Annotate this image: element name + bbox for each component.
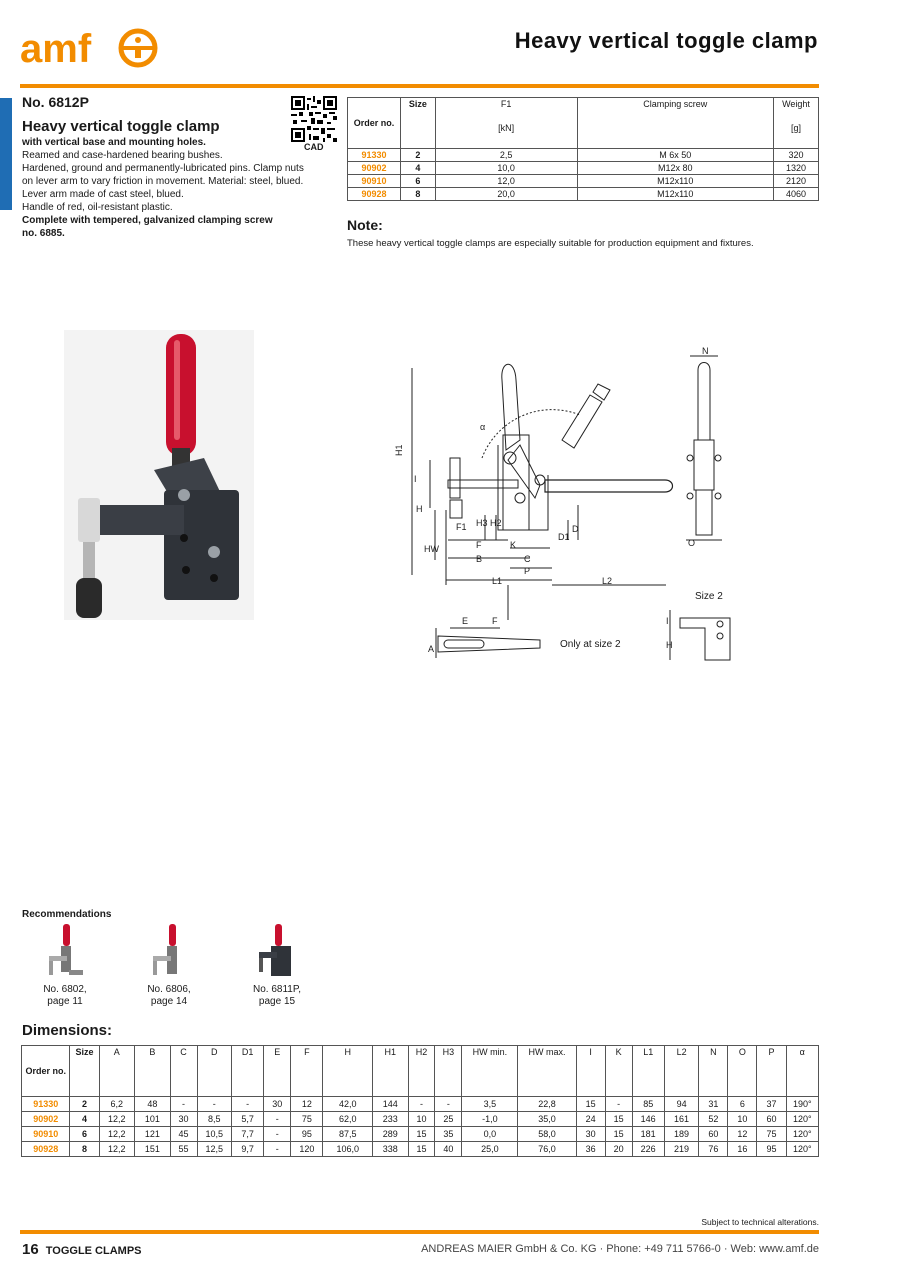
recommendation-line2: page 14: [150, 996, 188, 1007]
size-cell: 6: [400, 175, 435, 188]
recommendation-line2: page 15: [258, 996, 296, 1007]
cad-label: CAD: [304, 142, 324, 152]
dim-h2: H2: [490, 518, 502, 528]
dim-cell: 151: [135, 1142, 171, 1157]
dim-col-header: E: [264, 1046, 291, 1097]
description-line: Lever arm made of cast steel, blued.: [22, 189, 184, 200]
dim-cell: 189: [664, 1127, 698, 1142]
footer-section: [22, 1241, 142, 1258]
dim-cell: 12,2: [99, 1127, 135, 1142]
dim-cell: 101: [135, 1112, 171, 1127]
dim-cell: 37: [757, 1097, 786, 1112]
dim-cell: -1,0: [462, 1112, 518, 1127]
dimensions-table-header: [22, 1046, 819, 1097]
page-title: Heavy vertical toggle clamp: [514, 28, 818, 53]
dim-cell: 219: [664, 1142, 698, 1157]
dim-cell: 30: [264, 1097, 291, 1112]
dimensions-title: Dimensions:: [22, 1022, 113, 1039]
dim-cell: 161: [664, 1112, 698, 1127]
dim-col-header: F: [291, 1046, 323, 1097]
dim-cell: -: [408, 1097, 435, 1112]
dim-cell: 3,5: [462, 1097, 518, 1112]
company-contact: ANDREAS MAIER GmbH & Co. KG · Phone: +49 711 5766-0 · Web: www.amf.de: [421, 1243, 819, 1255]
dim-cell: 75: [757, 1127, 786, 1142]
alterations-note: Subject to technical alterations.: [701, 1217, 819, 1227]
dim-cell: 15: [408, 1127, 435, 1142]
dim-p: P: [524, 566, 531, 576]
dim-cell: 338: [373, 1142, 409, 1157]
dim-cell: -: [170, 1097, 197, 1112]
dim-col-header: K: [605, 1046, 632, 1097]
dim-col-header: B: [135, 1046, 171, 1097]
dim-n: N: [702, 346, 709, 356]
dim-cell: 35,0: [518, 1112, 576, 1127]
dim-col-header: Order no.: [22, 1046, 70, 1097]
dim-cell: 0,0: [462, 1127, 518, 1142]
table-row: [348, 162, 819, 175]
dim-cell: 20: [605, 1142, 632, 1157]
dim-col-header: D1: [231, 1046, 263, 1097]
dim-cell: -: [264, 1127, 291, 1142]
size-cell: 2: [400, 149, 435, 162]
recommendation-item[interactable]: [20, 922, 110, 1008]
product-description: [22, 136, 327, 240]
dim-o: O: [688, 538, 696, 548]
table-row: [348, 175, 819, 188]
description-line: no. 6885.: [22, 228, 65, 239]
dim-col-header: P: [757, 1046, 786, 1097]
order-number[interactable]: 90902: [22, 1112, 70, 1127]
dim-cell: 76,0: [518, 1142, 576, 1157]
dim-cell: 15: [605, 1127, 632, 1142]
dim-h3: H3: [476, 518, 488, 528]
footer-rule: [20, 1230, 819, 1234]
cad-qr-code[interactable]: [291, 96, 337, 142]
logo-text: amf: [20, 27, 92, 71]
dim-cell: 120: [291, 1142, 323, 1157]
dim-f-size2: F: [492, 616, 498, 626]
col-size: Size: [400, 98, 435, 149]
dim-cell: -: [605, 1097, 632, 1112]
dim-col-header: HW min.: [462, 1046, 518, 1097]
col-f1-unit: [kN]: [498, 123, 515, 133]
dim-cell: 36: [576, 1142, 605, 1157]
dim-cell: 6: [70, 1127, 99, 1142]
order-number[interactable]: 90928: [348, 188, 401, 201]
dim-cell: 30: [576, 1127, 605, 1142]
col-f1: [435, 98, 577, 149]
dim-cell: 9,7: [231, 1142, 263, 1157]
dim-cell: 190°: [786, 1097, 818, 1112]
col-order-no: Order no.: [348, 98, 401, 149]
note-text: These heavy vertical toggle clamps are especially suitable for production equipment and fixtures.: [347, 238, 754, 249]
dim-col-header: L1: [632, 1046, 664, 1097]
page-number: 16: [22, 1241, 39, 1258]
dim-hw: HW: [424, 544, 439, 554]
dim-h: H: [416, 504, 423, 514]
dim-cell: -: [264, 1112, 291, 1127]
dim-cell: 76: [699, 1142, 728, 1157]
dim-cell: 94: [664, 1097, 698, 1112]
dim-cell: -: [435, 1097, 462, 1112]
dim-cell: 87,5: [323, 1127, 373, 1142]
dim-cell: 62,0: [323, 1112, 373, 1127]
dim-col-header: L2: [664, 1046, 698, 1097]
f1-cell: 2,5: [435, 149, 577, 162]
order-number[interactable]: 90928: [22, 1142, 70, 1157]
col-f1-label: F1: [500, 99, 512, 109]
dim-cell: 289: [373, 1127, 409, 1142]
table-row: [22, 1127, 819, 1142]
dim-cell: 10: [728, 1112, 757, 1127]
dim-cell: 8: [70, 1142, 99, 1157]
weight-cell: 1320: [774, 162, 819, 175]
dim-col-header: H1: [373, 1046, 409, 1097]
dim-cell: 42,0: [323, 1097, 373, 1112]
dim-cell: 48: [135, 1097, 171, 1112]
dim-cell: 146: [632, 1112, 664, 1127]
dim-col-header: H: [323, 1046, 373, 1097]
dimensions-table: [21, 1045, 819, 1157]
dim-a: A: [428, 644, 435, 654]
dim-cell: 15: [576, 1097, 605, 1112]
weight-cell: 320: [774, 149, 819, 162]
table-row: [348, 188, 819, 201]
technical-drawing: [390, 340, 760, 670]
dim-cell: 226: [632, 1142, 664, 1157]
order-number[interactable]: 91330: [348, 149, 401, 162]
dim-cell: 4: [70, 1112, 99, 1127]
dim-cell: 12,2: [99, 1142, 135, 1157]
col-screw: Clamping screw: [577, 98, 774, 149]
col-weight: [774, 98, 819, 149]
description-line: with vertical base and mounting holes.: [22, 137, 206, 148]
header-rule: [20, 84, 819, 88]
dim-col-header: N: [699, 1046, 728, 1097]
dim-l1: L1: [492, 576, 503, 586]
dim-cell: 75: [291, 1112, 323, 1127]
dim-e: E: [462, 616, 469, 626]
dim-cell: 25: [435, 1112, 462, 1127]
section-accent-bar: [0, 98, 12, 210]
description-line: Handle of red, oil-resistant plastic.: [22, 202, 173, 213]
product-number: No. 6812P: [22, 94, 89, 110]
col-weight-label: Weight: [782, 99, 810, 109]
dim-col-header: α: [786, 1046, 818, 1097]
dim-cell: 120°: [786, 1127, 818, 1142]
dim-col-header: H3: [435, 1046, 462, 1097]
description-line: Hardened, ground and permanently-lubricated pins. Clamp nuts: [22, 163, 304, 174]
dim-col-header: D: [197, 1046, 231, 1097]
screw-cell: M12x110: [577, 188, 774, 201]
dim-cell: 15: [605, 1112, 632, 1127]
order-number[interactable]: 90910: [22, 1127, 70, 1142]
dim-i-size2: I: [666, 616, 669, 626]
dim-f1: F1: [456, 522, 467, 532]
size-cell: 4: [400, 162, 435, 175]
dim-l2: L2: [602, 576, 613, 586]
dim-c: C: [524, 554, 531, 564]
table-row: [22, 1097, 819, 1112]
dim-cell: 40: [435, 1142, 462, 1157]
dim-cell: 12,2: [99, 1112, 135, 1127]
dim-cell: 22,8: [518, 1097, 576, 1112]
order-number[interactable]: 91330: [22, 1097, 70, 1112]
dim-cell: 2: [70, 1097, 99, 1112]
weight-cell: 4060: [774, 188, 819, 201]
dim-cell: 120°: [786, 1112, 818, 1127]
screw-cell: M12x110: [577, 175, 774, 188]
description-line: Reamed and case-hardened bearing bushes.: [22, 150, 223, 161]
col-weight-unit: [g]: [791, 123, 802, 133]
dim-cell: 8,5: [197, 1112, 231, 1127]
recommendations-title: Recommendations: [22, 909, 112, 920]
dim-cell: -: [197, 1097, 231, 1112]
clamp-6806-thumbnail: [149, 922, 189, 982]
dim-cell: 121: [135, 1127, 171, 1142]
clamp-6802-thumbnail: [45, 922, 85, 982]
recommendation-line2: page 11: [47, 996, 83, 1007]
dim-col-header: H2: [408, 1046, 435, 1097]
dim-cell: 60: [699, 1127, 728, 1142]
order-table-header: [348, 98, 819, 149]
clamp-6811p-thumbnail: [255, 922, 299, 982]
recommendation-line1: No. 6811P,: [252, 984, 301, 995]
dim-cell: 52: [699, 1112, 728, 1127]
dim-cell: 181: [632, 1127, 664, 1142]
dim-cell: 31: [699, 1097, 728, 1112]
dim-cell: 10,5: [197, 1127, 231, 1142]
dim-cell: 95: [757, 1142, 786, 1157]
f1-cell: 10,0: [435, 162, 577, 175]
dim-col-header: Size: [70, 1046, 99, 1097]
dim-cell: 12,5: [197, 1142, 231, 1157]
order-number[interactable]: 90902: [348, 162, 401, 175]
weight-cell: 2120: [774, 175, 819, 188]
dim-i: I: [414, 474, 417, 484]
size-cell: 8: [400, 188, 435, 201]
dim-col-header: A: [99, 1046, 135, 1097]
recommendation-line1: No. 6806,: [147, 984, 191, 995]
dim-cell: 95: [291, 1127, 323, 1142]
f1-cell: 12,0: [435, 175, 577, 188]
screw-cell: M12x 80: [577, 162, 774, 175]
dim-cell: 12: [291, 1097, 323, 1112]
dim-f: F: [476, 540, 482, 550]
dim-cell: 30: [170, 1112, 197, 1127]
dim-cell: 106,0: [323, 1142, 373, 1157]
description-line: Complete with tempered, galvanized clamping screw: [22, 215, 273, 226]
dim-cell: 45: [170, 1127, 197, 1142]
dim-cell: 85: [632, 1097, 664, 1112]
note-title: Note:: [347, 217, 383, 233]
dim-cell: -: [231, 1097, 263, 1112]
dim-cell: 12: [728, 1127, 757, 1142]
amf-logo: [20, 24, 160, 72]
dim-col-header: C: [170, 1046, 197, 1097]
dim-d: D: [572, 524, 579, 534]
dim-cell: 15: [408, 1142, 435, 1157]
dim-b: B: [476, 554, 483, 564]
toggle-clamp-photo: [64, 330, 254, 620]
product-name: Heavy vertical toggle clamp: [22, 118, 220, 135]
dim-d1: D1: [558, 532, 570, 542]
dim-cell: -: [264, 1142, 291, 1157]
dim-cell: 58,0: [518, 1127, 576, 1142]
dim-cell: 6,2: [99, 1097, 135, 1112]
recommendation-item[interactable]: [124, 922, 214, 1008]
dim-cell: 55: [170, 1142, 197, 1157]
dim-h-size2: H: [666, 640, 673, 650]
order-table: [347, 97, 819, 201]
dim-cell: 60: [757, 1112, 786, 1127]
dim-cell: 120°: [786, 1142, 818, 1157]
table-row: [22, 1142, 819, 1157]
dim-col-header: HW max.: [518, 1046, 576, 1097]
f1-cell: 20,0: [435, 188, 577, 201]
recommendation-item[interactable]: [232, 922, 322, 1008]
dim-cell: 6: [728, 1097, 757, 1112]
recommendation-line1: No. 6802,: [43, 984, 87, 995]
dim-cell: 16: [728, 1142, 757, 1157]
dim-cell: 233: [373, 1112, 409, 1127]
dim-k: K: [510, 540, 517, 550]
dim-cell: 7,7: [231, 1127, 263, 1142]
dim-cell: 10: [408, 1112, 435, 1127]
dim-cell: 25,0: [462, 1142, 518, 1157]
dim-col-header: O: [728, 1046, 757, 1097]
dim-cell: 24: [576, 1112, 605, 1127]
size2-label: Size 2: [695, 591, 723, 602]
description-line: on lever arm to vary friction in movement. Material: steel, blued.: [22, 176, 304, 187]
dim-cell: 35: [435, 1127, 462, 1142]
dim-h1: H1: [394, 444, 404, 456]
dim-cell: 144: [373, 1097, 409, 1112]
screw-cell: M 6x 50: [577, 149, 774, 162]
dim-alpha: α: [480, 422, 486, 432]
dim-col-header: I: [576, 1046, 605, 1097]
table-row: [22, 1112, 819, 1127]
order-number[interactable]: 90910: [348, 175, 401, 188]
section-name: TOGGLE CLAMPS: [45, 1245, 142, 1257]
only-size2-label: Only at size 2: [560, 639, 621, 650]
table-row: [348, 149, 819, 162]
dim-cell: 5,7: [231, 1112, 263, 1127]
